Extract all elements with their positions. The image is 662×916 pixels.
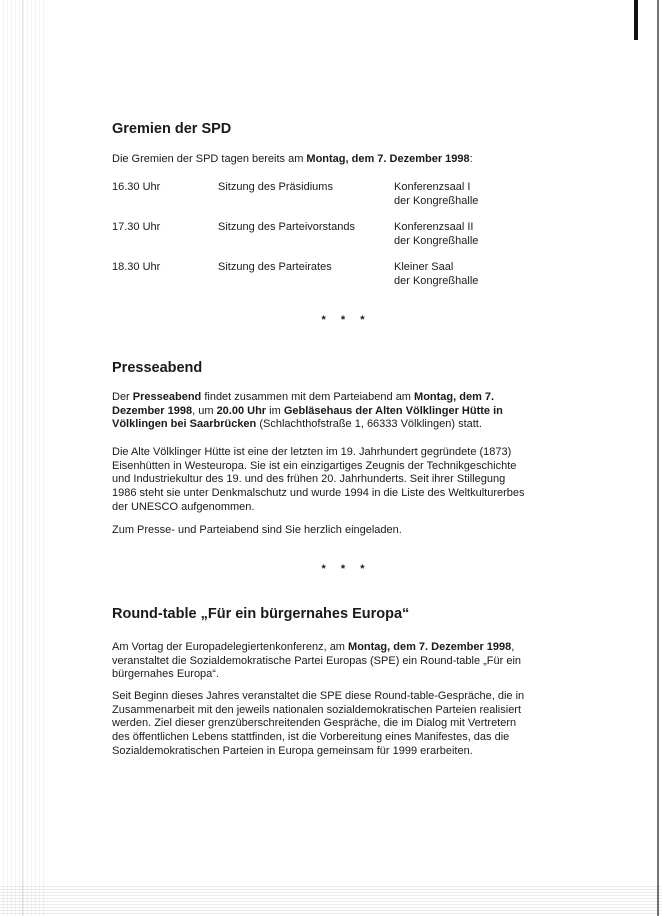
schedule-event: Sitzung des Präsidiums <box>218 181 333 193</box>
presseabend-para-3: Zum Presse- und Parteiabend sind Sie herzlich eingeladen. <box>112 524 402 536</box>
gremien-intro: Die Gremien der SPD tagen bereits am Montag, dem 7. Dezember 1998: <box>112 153 473 165</box>
place-line2: der Kongreßhalle <box>394 234 479 247</box>
place-line1: Konferenzsaal I <box>394 181 471 193</box>
schedule-place <box>394 221 534 248</box>
heading-gremien: Gremien der SPD <box>112 121 232 137</box>
scan-right-edge <box>657 0 659 916</box>
schedule-place <box>394 261 534 288</box>
place-line1: Kleiner Saal <box>394 261 454 273</box>
place-line2: der Kongreßhalle <box>394 194 479 207</box>
schedule-place <box>394 181 534 208</box>
section-separator: * * * <box>321 314 371 326</box>
schedule-event: Sitzung des Parteivorstands <box>218 221 355 233</box>
schedule-time: 16.30 Uhr <box>112 181 161 193</box>
presseabend-para-2: Die Alte Völklinger Hütte ist eine der letzten im 19. Jahrhundert gegründete (1873) Eisenhütten in Westeuropa. Sie ist ein einzigartiges Zeugnis der Technikgeschichte und Industriekultur des 19. und des frühen 20. Jahrhunderts. Seit ihrer Stillegung 1986 steht sie unter Denkmalschutz und wurde 1994 in die Liste des Weltkulturerbes der UNESCO aufgenommen. <box>112 446 525 513</box>
schedule-time: 17.30 Uhr <box>112 221 161 233</box>
presseabend-para-1: Der Presseabend findet zusammen mit dem Parteiabend am Montag, dem 7. Dezember 1998, um 20.00 Uhr im Gebläsehaus der Alten Völklinger Hütte in Völklingen bei Saarbrücken (Schlachthofstraße 1, 66333 Völklingen) statt. <box>112 391 503 431</box>
heading-roundtable: Round-table „Für ein bürgernahes Europa“ <box>112 606 410 622</box>
roundtable-para-2: Seit Beginn dieses Jahres veranstaltet die SPE diese Round-table-Gespräche, die in Zusammenarbeit mit den jeweils nationalen sozialdemokratischen Parteien realisiert werden. Ziel dieser grenzüberschreitenden Gespräche, die im Dialog mit Vertretern des öffentlichen Lebens stattfinden, ist die Vorbereitung eines Manifestes, das die Sozialdemokratischen Parteien in Europa gemeinsam für 1999 erarbeiten. <box>112 690 525 757</box>
schedule-time: 18.30 Uhr <box>112 261 161 273</box>
bold-text: 20.00 Uhr <box>216 404 267 417</box>
bold-text: Montag, dem 7. Dezember 1998 <box>348 641 512 653</box>
scan-right-mark <box>634 0 638 40</box>
bold-text: Montag, dem 7. Dezember 1998 <box>112 391 495 417</box>
schedule-event: Sitzung des Parteirates <box>218 261 332 273</box>
place-line1: Konferenzsaal II <box>394 221 474 233</box>
bold-text: Presseabend <box>132 391 202 403</box>
roundtable-para-1: Am Vortag der Europadelegiertenkonferenz, am Montag, dem 7. Dezember 1998, veranstaltet die Sozialdemokratische Partei Europas (SPE) ein Round-table „Für ein bürgernahes Europa“. <box>112 641 522 681</box>
place-line2: der Kongreßhalle <box>394 274 479 287</box>
bold-text: Gebläsehaus der Alten Völklinger Hütte in Völklingen bei Saarbrücken <box>112 404 503 431</box>
scan-bottom-edge <box>0 884 662 916</box>
bold-text: Montag, dem 7. Dezember 1998 <box>306 153 470 165</box>
scan-left-edge <box>0 0 46 916</box>
section-separator: * * * <box>321 563 371 575</box>
heading-presseabend: Presseabend <box>112 360 203 376</box>
